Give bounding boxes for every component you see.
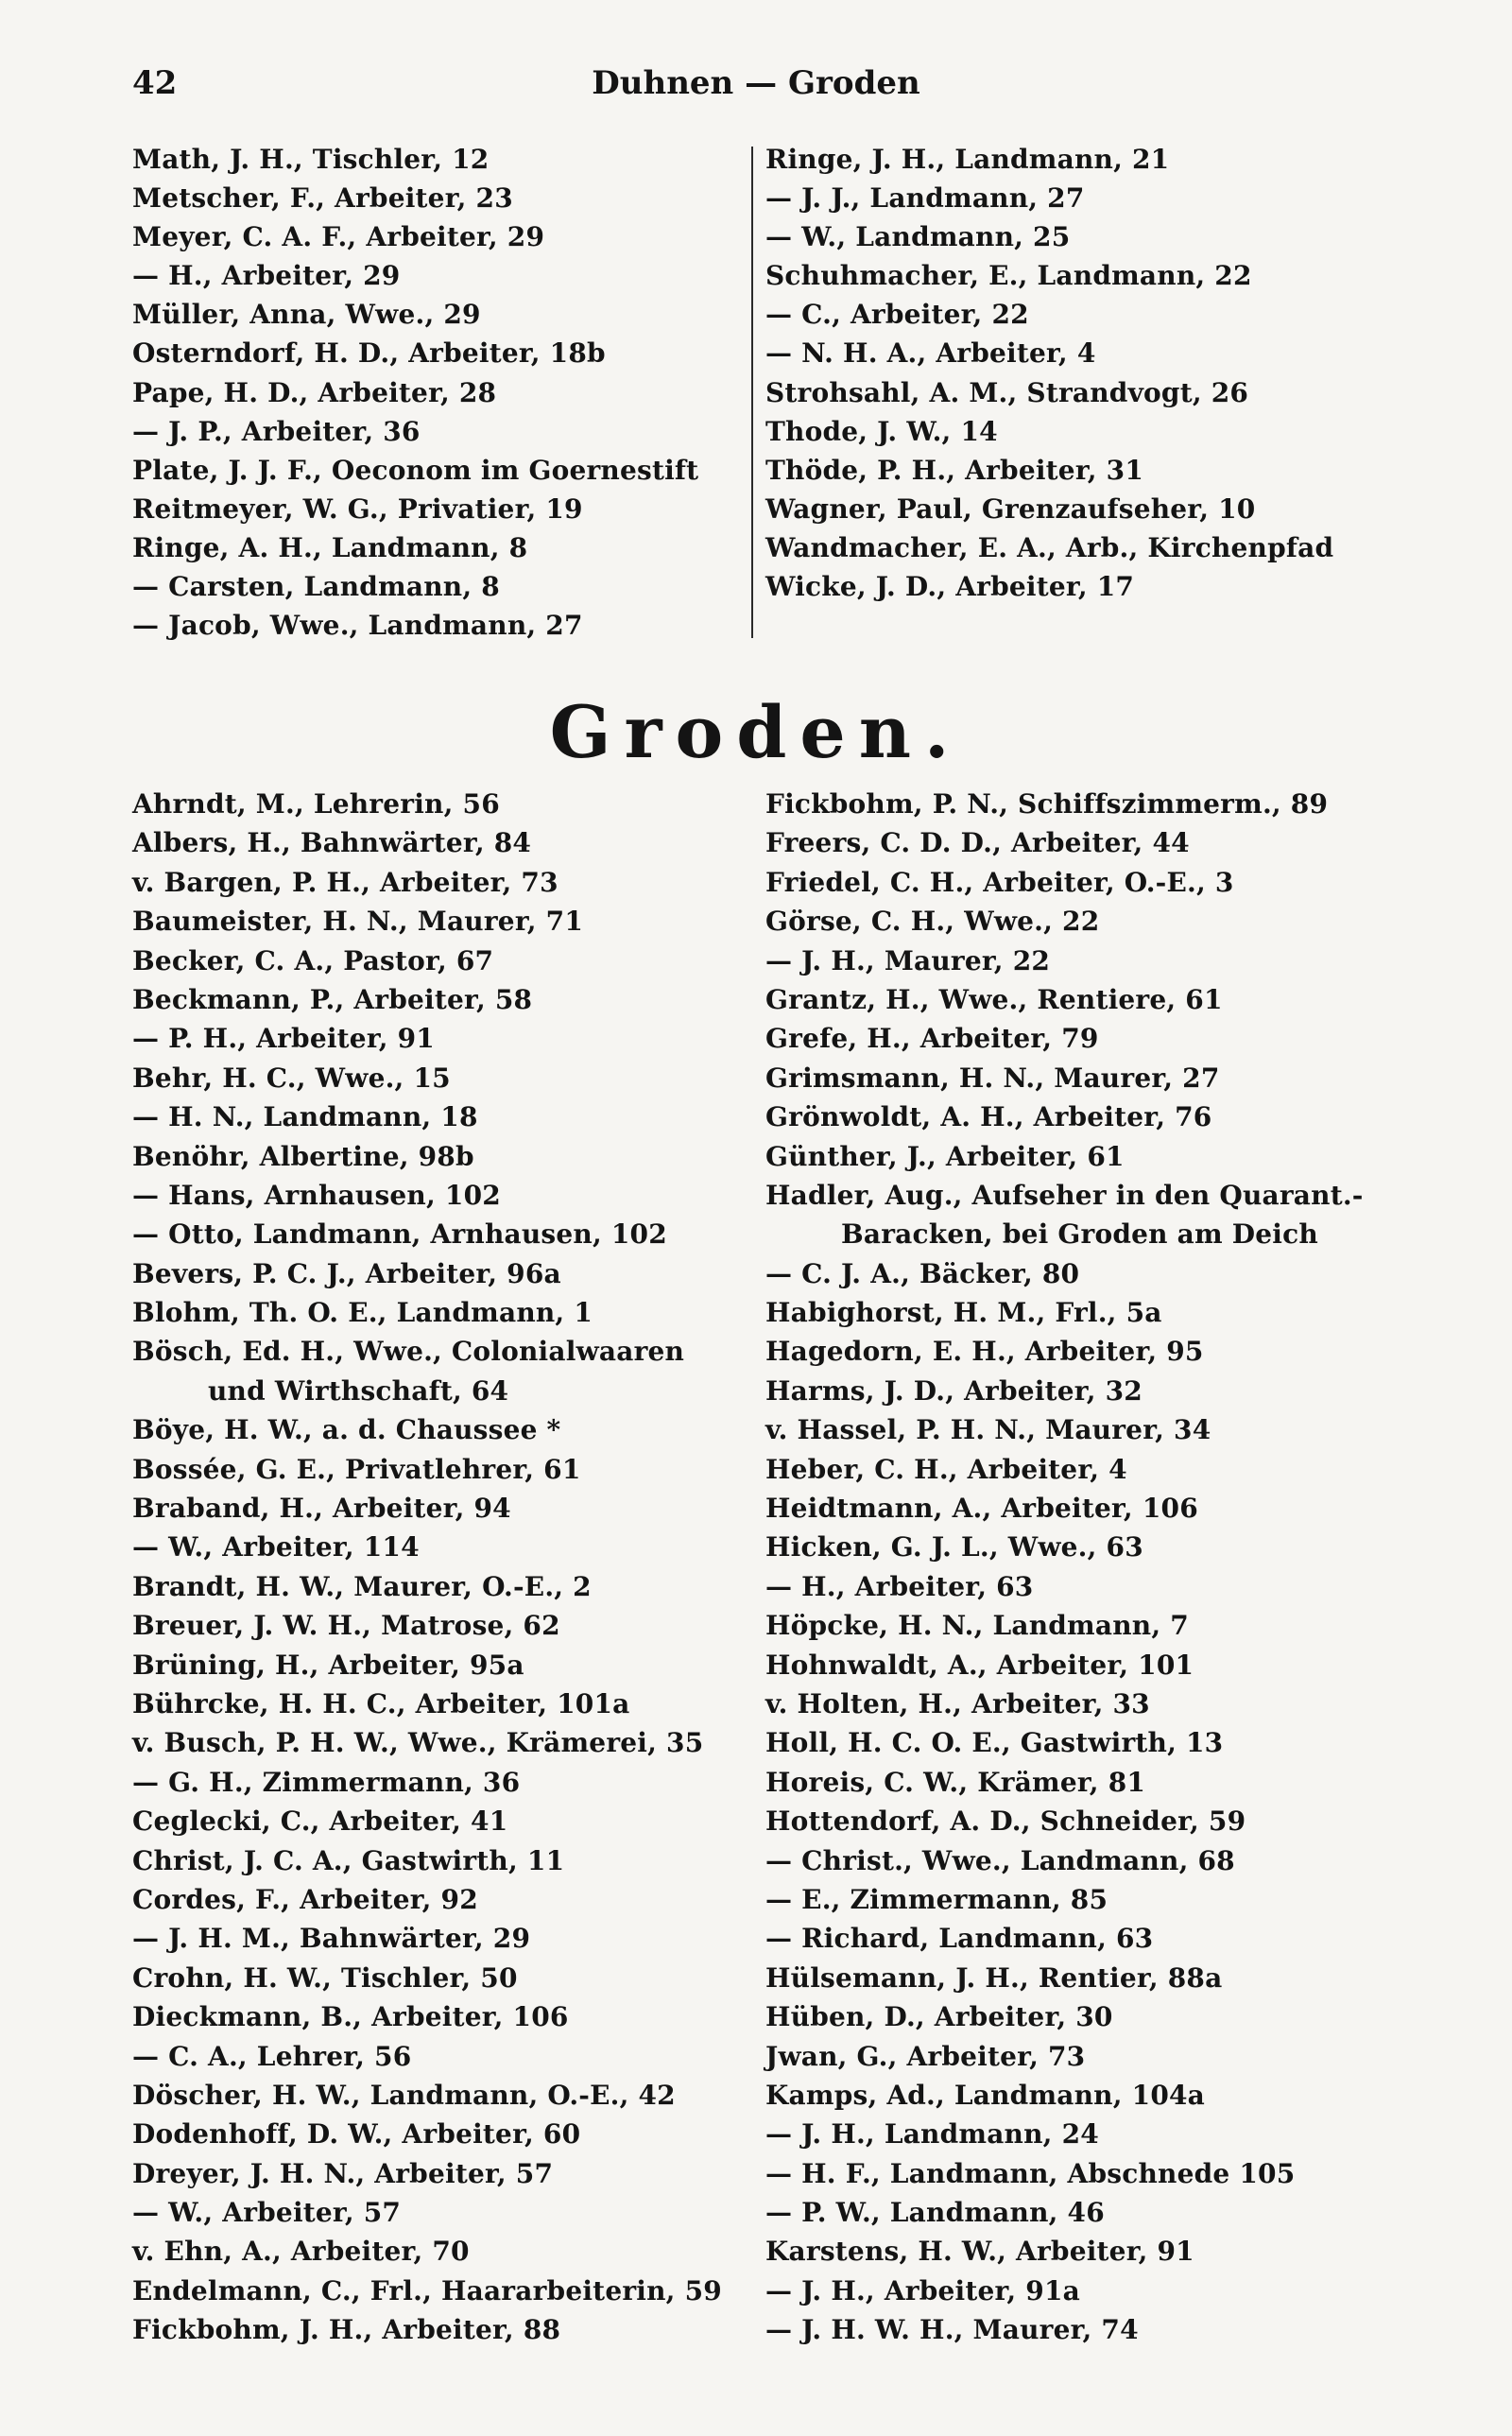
directory-entry: Hagedorn, E. H., Arbeiter, 95: [765, 1336, 1204, 1368]
directory-entry: Holl, H. C. O. E., Gastwirth, 13: [765, 1727, 1224, 1759]
directory-entry: Karstens, H. W., Arbeiter, 91: [765, 2236, 1194, 2268]
directory-entry: — Carsten, Landmann, 8: [132, 571, 500, 603]
directory-entry: Thode, J. W., 14: [765, 415, 998, 447]
directory-entry: — Christ., Wwe., Landmann, 68: [765, 1844, 1235, 1876]
directory-entry: Crohn, H. W., Tischler, 50: [132, 1961, 518, 1994]
directory-entry: Benöhr, Albertine, 98b: [132, 1140, 474, 1172]
directory-entry: — J. H. W. H., Maurer, 74: [765, 2314, 1139, 2346]
directory-entry: Heidtmann, A., Arbeiter, 106: [765, 1493, 1198, 1525]
directory-entry: Braband, H., Arbeiter, 94: [132, 1493, 511, 1525]
directory-entry: — W., Landmann, 25: [765, 221, 1071, 253]
directory-entry: Böye, H. W., a. d. Chaussee *: [132, 1414, 561, 1446]
directory-entry: Habighorst, H. M., Frl., 5a: [765, 1297, 1162, 1329]
directory-entry: Friedel, C. H., Arbeiter, O.-E., 3: [765, 866, 1234, 898]
directory-entry: — H. N., Landmann, 18: [132, 1101, 478, 1133]
column-divider: [751, 147, 753, 638]
directory-entry: Görse, C. H., Wwe., 22: [765, 906, 1100, 938]
directory-entry: Grimsmann, H. N., Maurer, 27: [765, 1062, 1220, 1094]
directory-entry: Breuer, J. W. H., Matrose, 62: [132, 1610, 560, 1642]
directory-entry: Becker, C. A., Pastor, 67: [132, 944, 494, 976]
directory-entry: Dreyer, J. H. N., Arbeiter, 57: [132, 2157, 554, 2189]
directory-entry: Hülsemann, J. H., Rentier, 88a: [765, 1961, 1223, 1994]
directory-entry: Strohsahl, A. M., Strandvogt, 26: [765, 376, 1249, 408]
directory-entry: Bossée, G. E., Privatlehrer, 61: [132, 1453, 581, 1485]
directory-entry: Blohm, Th. O. E., Landmann, 1: [132, 1297, 593, 1329]
running-header: Duhnen — Groden: [592, 64, 920, 102]
directory-entry: v. Holten, H., Arbeiter, 33: [765, 1687, 1150, 1719]
directory-entry: Fickbohm, P. N., Schiffszimmerm., 89: [765, 788, 1329, 820]
section-title-groden: Groden.: [549, 690, 963, 774]
directory-entry: Bührcke, H. H. C., Arbeiter, 101a: [132, 1687, 630, 1719]
directory-entry: Brandt, H. W., Maurer, O.-E., 2: [132, 1570, 592, 1602]
directory-entry: — P. H., Arbeiter, 91: [132, 1023, 435, 1055]
directory-entry: Metscher, F., Arbeiter, 23: [132, 182, 513, 215]
directory-entry: v. Hassel, P. H. N., Maurer, 34: [765, 1414, 1211, 1446]
directory-entry: — H. F., Landmann, Abschnede 105: [765, 2157, 1296, 2189]
directory-entry: — E., Zimmermann, 85: [765, 1883, 1108, 1915]
directory-entry: Grantz, H., Wwe., Rentiere, 61: [765, 983, 1223, 1015]
groden-right-column: [765, 785, 1364, 2350]
directory-entry: — J. H., Landmann, 24: [765, 2118, 1099, 2151]
directory-entry: Jwan, G., Arbeiter, 73: [765, 2040, 1086, 2072]
directory-entry: Heber, C. H., Arbeiter, 4: [765, 1453, 1127, 1485]
directory-entry: Behr, H. C., Wwe., 15: [132, 1062, 451, 1094]
page-number: 42: [132, 64, 178, 102]
directory-entry: Hicken, G. J. L., Wwe., 63: [765, 1531, 1143, 1564]
directory-entry: Dieckmann, B., Arbeiter, 106: [132, 2001, 569, 2033]
directory-entry: Hadler, Aug., Aufseher in den Quarant.-: [765, 1179, 1364, 1211]
directory-entry: — P. W., Landmann, 46: [765, 2197, 1105, 2229]
directory-entry: — Jacob, Wwe., Landmann, 27: [132, 610, 583, 642]
directory-entry: Osterndorf, H. D., Arbeiter, 18b: [132, 337, 606, 370]
directory-entry: — H., Arbeiter, 29: [132, 260, 401, 292]
groden-left-column: [132, 785, 722, 2350]
directory-entry: — J. H., Maurer, 22: [765, 944, 1051, 976]
directory-entry: v. Ehn, A., Arbeiter, 70: [132, 2236, 470, 2268]
directory-entry: — J. J., Landmann, 27: [765, 182, 1085, 215]
directory-entry: Bösch, Ed. H., Wwe., Colonialwaaren: [132, 1336, 685, 1368]
directory-entry: Günther, J., Arbeiter, 61: [765, 1140, 1125, 1172]
directory-entry: — G. H., Zimmermann, 36: [132, 1766, 521, 1798]
directory-entry: Grönwoldt, A. H., Arbeiter, 76: [765, 1101, 1212, 1133]
duhnen-right-column: [765, 140, 1333, 606]
directory-entry: Thöde, P. H., Arbeiter, 31: [765, 454, 1144, 486]
directory-entry: Höpcke, H. N., Landmann, 7: [765, 1610, 1189, 1642]
directory-entry: Brüning, H., Arbeiter, 95a: [132, 1649, 524, 1681]
duhnen-left-column: [132, 140, 698, 645]
directory-entry: Döscher, H. W., Landmann, O.-E., 42: [132, 2079, 676, 2111]
directory-entry: Müller, Anna, Wwe., 29: [132, 299, 481, 331]
directory-entry: Hottendorf, A. D., Schneider, 59: [765, 1805, 1246, 1838]
directory-entry: Ringe, J. H., Landmann, 21: [765, 144, 1170, 175]
directory-entry: Ahrndt, M., Lehrerin, 56: [132, 788, 500, 820]
directory-entry: — J. P., Arbeiter, 36: [132, 415, 421, 447]
directory-entry: — J. H., Arbeiter, 91a: [765, 2274, 1080, 2306]
directory-entry: Ceglecki, C., Arbeiter, 41: [132, 1805, 508, 1838]
directory-entry: Freers, C. D. D., Arbeiter, 44: [765, 827, 1190, 859]
directory-entry: Ringe, A. H., Landmann, 8: [132, 531, 528, 563]
directory-entry: Beckmann, P., Arbeiter, 58: [132, 983, 533, 1015]
directory-entry: Horeis, C. W., Krämer, 81: [765, 1766, 1146, 1798]
directory-entry: Wandmacher, E. A., Arb., Kirchenpfad: [765, 531, 1334, 563]
directory-entry: — Otto, Landmann, Arnhausen, 102: [132, 1218, 667, 1251]
directory-entry: v. Busch, P. H. W., Wwe., Krämerei, 35: [132, 1727, 704, 1759]
directory-entry: Wagner, Paul, Grenzaufseher, 10: [765, 492, 1256, 525]
directory-entry: Kamps, Ad., Landmann, 104a: [765, 2079, 1206, 2111]
directory-entry: Schuhmacher, E., Landmann, 22: [765, 260, 1252, 292]
directory-entry: — N. H. A., Arbeiter, 4: [765, 337, 1096, 370]
directory-entry: — C. J. A., Bäcker, 80: [765, 1257, 1080, 1289]
directory-entry: Meyer, C. A. F., Arbeiter, 29: [132, 221, 545, 253]
directory-entry: Cordes, F., Arbeiter, 92: [132, 1883, 478, 1915]
directory-entry: Harms, J. D., Arbeiter, 32: [765, 1374, 1143, 1407]
directory-entry: Grefe, H., Arbeiter, 79: [765, 1023, 1099, 1055]
directory-entry: — W., Arbeiter, 114: [132, 1531, 420, 1564]
directory-entry: Wicke, J. D., Arbeiter, 17: [765, 571, 1135, 603]
directory-entry: Baracken, bei Groden am Deich: [841, 1218, 1318, 1251]
directory-entry: Plate, J. J. F., Oeconom im Goernestift: [132, 454, 699, 486]
directory-entry: — W., Arbeiter, 57: [132, 2197, 402, 2229]
directory-entry: Dodenhoff, D. W., Arbeiter, 60: [132, 2118, 581, 2151]
directory-entry: Endelmann, C., Frl., Haararbeiterin, 59: [132, 2274, 722, 2306]
directory-entry: Albers, H., Bahnwärter, 84: [132, 827, 532, 859]
directory-entry: — J. H. M., Bahnwärter, 29: [132, 1923, 531, 1955]
directory-entry: Math, J. H., Tischler, 12: [132, 144, 490, 175]
directory-entry: Hüben, D., Arbeiter, 30: [765, 2001, 1113, 2033]
directory-entry: — Richard, Landmann, 63: [765, 1923, 1154, 1955]
directory-entry: — Hans, Arnhausen, 102: [132, 1179, 501, 1211]
directory-entry: — C., Arbeiter, 22: [765, 299, 1029, 331]
directory-entry: Reitmeyer, W. G., Privatier, 19: [132, 492, 583, 525]
directory-entry: Bevers, P. C. J., Arbeiter, 96a: [132, 1257, 561, 1289]
directory-entry: — C. A., Lehrer, 56: [132, 2040, 412, 2072]
directory-entry: Fickbohm, J. H., Arbeiter, 88: [132, 2314, 561, 2346]
directory-entry: Christ, J. C. A., Gastwirth, 11: [132, 1844, 565, 1876]
directory-entry: Baumeister, H. N., Maurer, 71: [132, 906, 584, 938]
directory-entry: v. Bargen, P. H., Arbeiter, 73: [132, 866, 558, 898]
directory-entry: — H., Arbeiter, 63: [765, 1570, 1034, 1602]
directory-entry: Pape, H. D., Arbeiter, 28: [132, 376, 497, 408]
directory-entry: und Wirthschaft, 64: [208, 1374, 509, 1407]
directory-entry: Hohnwaldt, A., Arbeiter, 101: [765, 1649, 1194, 1681]
